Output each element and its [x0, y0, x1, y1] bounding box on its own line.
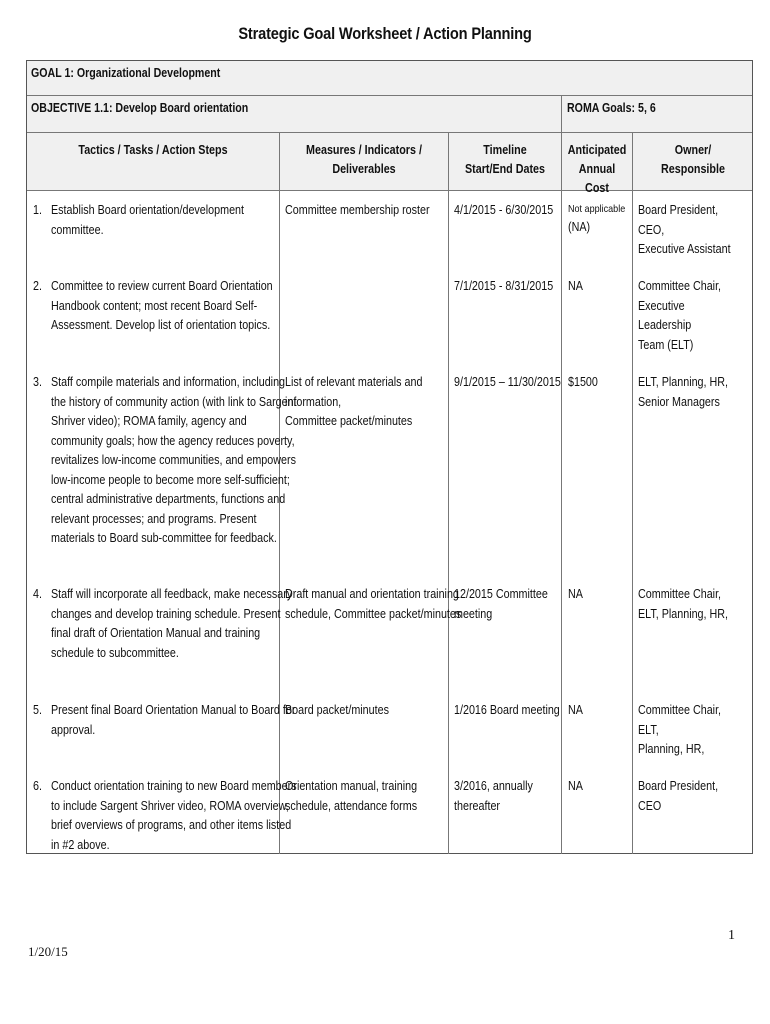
row-tactic: Committee to review current Board Orientation Handbook content; most recent Board Self- Assessment. Develop list of orientation topics.: [51, 279, 273, 332]
row-number: 3.: [33, 375, 42, 389]
row-cost: $1500: [568, 375, 598, 389]
row-measure: Committee membership roster: [285, 203, 430, 217]
goal-row: [27, 61, 752, 96]
row-cost: (NA): [568, 220, 591, 234]
objective-row: [27, 96, 752, 133]
row-tactic: Staff compile materials and information, including the history of community action (with link to Sargent Shriver video); ROMA family, agency and community goals; how the agency reduces poverty, revitalizes low-income communities, and empowers low-income people to become more self-sufficient; central administrative departments, functions and relevant processes; and programs. Present materials to Board sub-committee for feedback.: [51, 375, 297, 545]
goal-label: GOAL 1: Organizational Development: [31, 66, 221, 80]
header-measures: Measures / Indicators / Deliverables: [306, 143, 422, 176]
row-cost: NA: [568, 703, 583, 717]
header-owner: Owner/ Responsible: [661, 143, 725, 176]
row-cost: NA: [568, 279, 583, 293]
row-number: 6.: [33, 779, 42, 793]
row-measure: Orientation manual, training schedule, attendance forms: [285, 779, 418, 813]
row-owner: Board President, CEO: [638, 779, 719, 813]
page-number: 1: [728, 928, 735, 943]
column-divider: [448, 133, 449, 854]
row-timeline: 4/1/2015 - 6/30/2015: [454, 203, 554, 217]
column-divider: [561, 133, 562, 854]
page-title: Strategic Goal Worksheet / Action Planning: [238, 24, 532, 43]
objective-divider: [561, 96, 562, 133]
row-number: 4.: [33, 587, 42, 601]
footer-date: 1/20/15: [28, 944, 68, 959]
row-tactic: Establish Board orientation/development committee.: [51, 203, 245, 237]
row-cost-note: Not applicable: [568, 203, 626, 215]
row-timeline: 3/2016, annually thereafter: [454, 779, 533, 813]
row-timeline: 9/1/2015 – 11/30/2015: [454, 375, 561, 389]
objective-label: OBJECTIVE 1.1: Develop Board orientation: [31, 101, 249, 115]
row-owner: ELT, Planning, HR, Senior Managers: [638, 375, 729, 409]
row-number: 1.: [33, 203, 42, 217]
row-owner: Committee Chair, ELT, Planning, HR,: [638, 587, 729, 621]
header-tactics: Tactics / Tasks / Action Steps: [78, 143, 228, 157]
row-cost: NA: [568, 587, 583, 601]
header-timeline: Timeline Start/End Dates: [464, 143, 546, 176]
row-number: 5.: [33, 703, 42, 717]
header-cost: Anticipated Annual Cost: [567, 143, 627, 195]
row-timeline: 1/2016 Board meeting: [454, 703, 560, 717]
row-measure: Board packet/minutes: [285, 703, 389, 717]
row-measure: List of relevant materials and information, Committee packet/minutes: [285, 375, 423, 428]
row-tactic: Conduct orientation training to new Board members to include Sargent Shriver video, ROMA overview, brief overviews of programs, and other items listed in #2 above.: [51, 779, 297, 852]
row-timeline: 12/2015 Committee meeting: [454, 587, 548, 621]
column-divider: [632, 133, 633, 854]
row-tactic: Staff will incorporate all feedback, make necessary changes and develop training schedule. Present final draft of Orientation Manual and training schedule to subcommittee.: [51, 587, 293, 660]
row-owner: Committee Chair, Executive Leadership Team (ELT): [638, 279, 722, 352]
row-tactic: Present final Board Orientation Manual to Board for approval.: [51, 703, 296, 737]
roma-goals: ROMA Goals: 5, 6: [567, 101, 656, 115]
row-owner: Board President, CEO, Executive Assistant: [638, 203, 731, 256]
row-timeline: 7/1/2015 - 8/31/2015: [454, 279, 554, 293]
row-measure: Draft manual and orientation training schedule, Committee packet/minutes: [285, 587, 462, 621]
worksheet-table: [26, 60, 753, 854]
row-number: 2.: [33, 279, 42, 293]
row-owner: Committee Chair, ELT, Planning, HR,: [638, 703, 722, 756]
row-cost: NA: [568, 779, 583, 793]
